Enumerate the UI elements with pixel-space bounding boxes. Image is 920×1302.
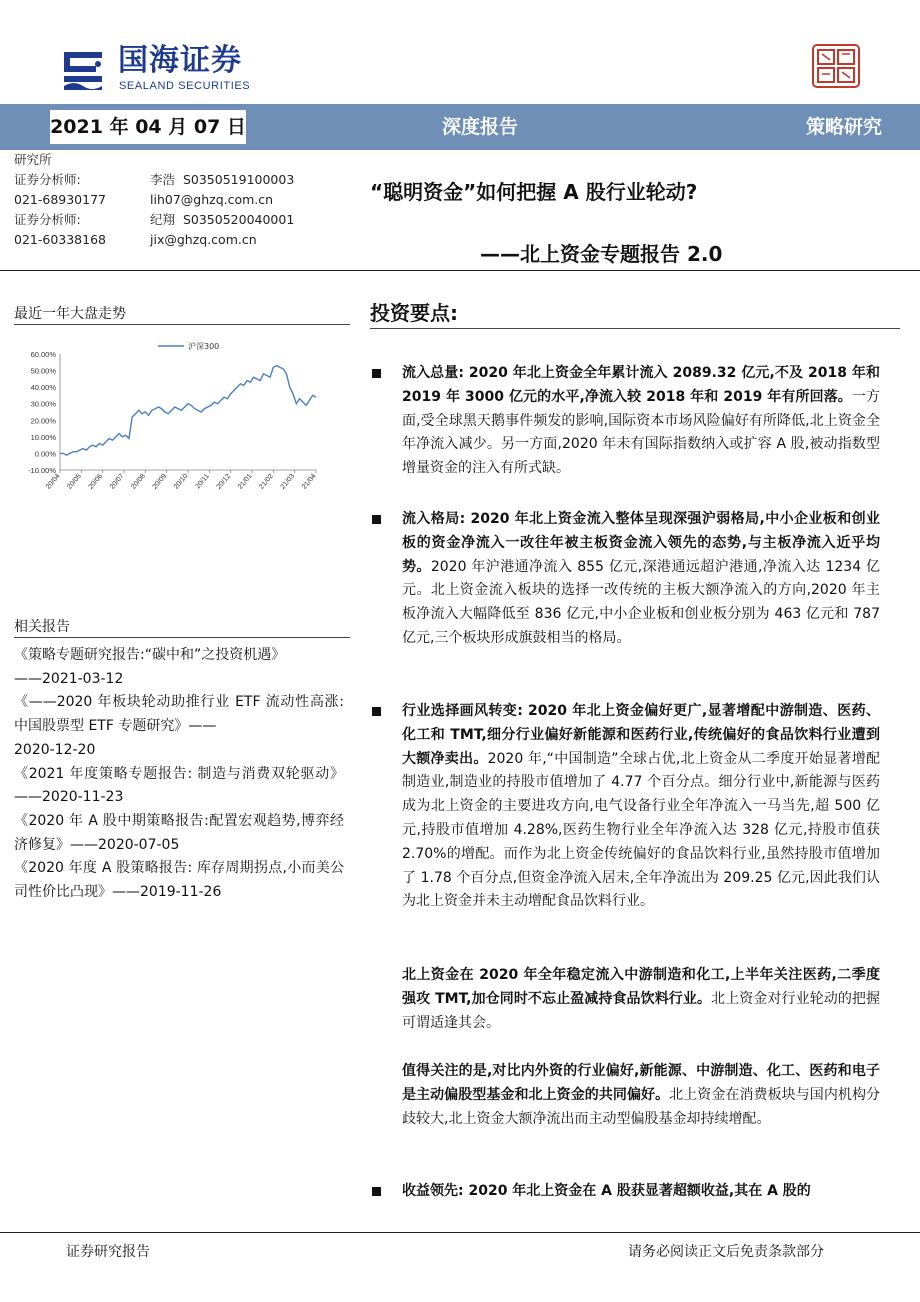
- y-tick-label: 0.00%: [34, 449, 56, 459]
- analyst-1-cert: S0350519100003: [182, 172, 295, 187]
- x-tick-label: 21/03: [279, 472, 297, 491]
- point-excess-return: 收益领先: 2020 年北上资金在 A 股获显著超额收益,其在 A 股的: [402, 1183, 811, 1199]
- series-line-hs300: [60, 366, 316, 456]
- y-tick-label: 60.00%: [30, 350, 56, 359]
- market-trend-divider: [14, 324, 350, 325]
- related-report-item[interactable]: 《2020 年 A 股中期策略报告:配置宏观趋势,博弈经济修复》——2020-07-05: [14, 812, 344, 853]
- investment-points-heading: 投资要点:: [370, 301, 458, 325]
- analyst-info-right: [150, 170, 294, 250]
- y-tick-label: 20.00%: [30, 416, 56, 426]
- bullet-icon: [372, 369, 381, 378]
- header-divider: [0, 270, 920, 271]
- point-industry-selection: 行业选择画风转变: 2020 年北上资金偏好更广,显著增配中游制造、医药、化工和 TMT,细分行业偏好新能源和医药行业,传统偏好的食品饮料行业遭到大额净卖出。2020 年,“中国制造”全球占优,北上资金从二季度开始显著增配制造业,制造业的持股市值增加了 4.77 个百分点。细分行业中,新能源与医药成为北上资金的主要进攻方向,电气设备行业全年净流入一马当先,超 500 亿元,持股市值增加 4.28%,医药生物行业全年净流入达 328 亿元,持股市值获 2.70%的增配。而作为北上资金传统偏好的食品饮料行业,虽然持股市值增加了 1.78 个百分点,但资金净流入居末,全年净流出为 209.25 亿元,因此我们认为北上资金并未主动增配食品饮料行业。: [402, 703, 881, 910]
- report-title: “聪明资金”如何把握 A 股行业轮动?: [370, 180, 698, 204]
- analyst-1-phone: 021-68930177: [14, 192, 106, 207]
- x-tick-label: 20/07: [108, 472, 126, 491]
- point-rotation-summary: 北上资金在 2020 年全年稳定流入中游制造和化工,上半年关注医药,二季度强攻 TMT,加仓同时不忘止盈减持食品饮料行业。北上资金对行业轮动的把握可谓适逢其会。: [402, 967, 880, 1031]
- analyst-2-role: 证券分析师:: [14, 212, 81, 227]
- y-tick-label: 50.00%: [30, 366, 56, 376]
- y-tick-label: 30.00%: [30, 399, 56, 409]
- related-report-item[interactable]: 《2021 年度策略专题报告: 制造与消费双轮驱动》——2020-11-23: [14, 765, 344, 806]
- report-date: 2021 年 04 月 07 日: [50, 116, 246, 138]
- analyst-1-email: lih07@ghzq.com.cn: [150, 192, 274, 207]
- points-divider: [370, 328, 900, 329]
- x-tick-label: 21/04: [300, 472, 318, 491]
- analyst-2-name: 纪翔: [150, 212, 176, 227]
- footer-label: 证券研究报告: [66, 1244, 150, 1260]
- related-report-item[interactable]: 《——2020 年板块轮动助推行业 ETF 流动性高涨: 中国股票型 ETF 专题研究》—— 2020-12-20: [14, 694, 344, 758]
- analyst-2-cert: S0350520040001: [182, 212, 295, 227]
- market-trend-title: 最近一年大盘走势: [14, 306, 126, 322]
- x-tick-label: 20/06: [87, 472, 105, 491]
- point-inflow-pattern: 流入格局: 2020 年北上资金流入整体呈现深强沪弱格局,中小企业板和创业板的资金净流入一改往年被主板资金流入领先的态势,与主板净流入近乎均势。2020 年沪港通净流入 855 亿元,深港通远超沪港通,净流入达 1234 亿元。北上资金流入板块的选择一改传统的主板大额净流入的方向,2020 年主板净流入大幅降低至 836 亿元,中小企业板和创业板分别为 463 亿元和 787 亿元,三个板块形成旗鼓相当的格局。: [402, 511, 880, 646]
- x-tick-label: 20/12: [215, 472, 233, 491]
- report-type: 深度报告: [441, 116, 518, 138]
- footer-divider: [0, 1232, 920, 1233]
- x-tick-label: 20/05: [66, 472, 83, 491]
- x-tick-label: 20/11: [194, 472, 211, 491]
- x-tick-label: 21/02: [258, 472, 275, 491]
- bullet-icon: [372, 515, 381, 524]
- report-subtitle: ——北上资金专题报告 2.0: [480, 242, 723, 266]
- bullet-icon: [372, 707, 381, 716]
- related-reports-divider: [14, 637, 350, 638]
- sealand-logo-icon: [60, 46, 106, 92]
- x-tick-label: 20/10: [172, 472, 190, 491]
- x-tick-label: 20/04: [44, 472, 62, 491]
- point-domestic-foreign: 值得关注的是,对比内外资的行业偏好,新能源、中游制造、化工、医药和电子是主动偏股型基金和北上资金的共同偏好。北上资金在消费板块与国内机构分歧较大,北上资金大额净流出而主动型偏股基金却持续增配。: [402, 1063, 881, 1127]
- dept-label: 研究所: [14, 152, 52, 167]
- related-reports-title: 相关报告: [14, 619, 70, 635]
- report-category: 策略研究: [805, 116, 882, 138]
- x-tick-label: 20/08: [130, 472, 147, 491]
- footer-disclaimer: 请务必阅读正文后免责条款部分: [628, 1244, 824, 1260]
- analyst-1-name: 李浩: [150, 172, 176, 187]
- related-report-item[interactable]: 《策略专题研究报告:“碳中和”之投资机遇》 ——2021-03-12: [14, 647, 286, 687]
- analyst-info-left: [14, 150, 106, 250]
- x-tick-label: 20/09: [151, 472, 169, 491]
- legend-label: 沪深300: [188, 342, 220, 351]
- y-tick-label: 10.00%: [30, 432, 56, 442]
- bullet-icon: [372, 1187, 381, 1196]
- analyst-2-phone: 021-60338168: [14, 232, 106, 247]
- y-tick-label: -10.00%: [28, 466, 56, 475]
- related-reports-list: [14, 644, 344, 905]
- brand-name-cn: 国海证券: [118, 43, 242, 78]
- related-report-item[interactable]: 《2020 年度 A 股策略报告: 库存周期拐点,小而美公司性价比凸现》——2019-11-26: [14, 860, 344, 901]
- brand-name-en: SEALAND SECURITIES: [119, 80, 251, 92]
- x-tick-label: 21/01: [236, 472, 254, 491]
- analyst-1-role: 证券分析师:: [14, 172, 81, 187]
- research-seal-icon: [812, 44, 860, 88]
- point-inflow-total: 流入总量: 2020 年北上资金全年累计流入 2089.32 亿元,不及 2018 年和 2019 年 3000 亿元的水平,净流入较 2018 年和 2019 年有所回落。一方面,受全球黑天鹅事件频发的影响,国际资本市场风险偏好有所降低,北上资金全年净流入减少。另一方面,2020 年未有国际指数纳入或扩容 A 股,被动指数型增量资金的注入有所式缺。: [402, 365, 881, 477]
- analyst-2-email: jix@ghzq.com.cn: [150, 232, 257, 247]
- market-trend-chart: [14, 336, 344, 496]
- y-tick-label: 40.00%: [30, 383, 56, 393]
